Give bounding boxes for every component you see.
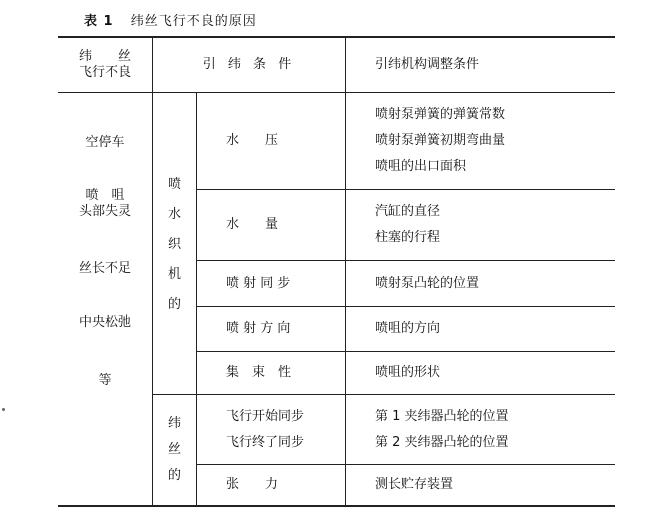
adjust-water-pressure — [375, 93, 613, 189]
fault-item: 中央松弛 — [78, 315, 131, 330]
header-fault-line: 飞行不良 — [78, 65, 131, 80]
condition-water-volume: 水 量 — [226, 217, 279, 232]
adjust-line: 汽缸的直径 — [375, 204, 441, 219]
group-char: 机 — [167, 267, 181, 282]
condition-tension: 张 力 — [226, 477, 279, 492]
adjust-line: 喷咀的出口面积 — [375, 159, 467, 174]
group-water-jet-label — [153, 140, 196, 350]
fault-item: 丝长不足 — [78, 261, 131, 276]
adjust-spray-direction: 喷咀的方向 — [375, 321, 441, 336]
group-char: 喷 — [167, 177, 181, 192]
adjust-flight-sync — [375, 395, 613, 464]
fault-item: 空停车 — [85, 135, 125, 150]
header-adjust-cell: 引纬机构调整条件 — [375, 57, 480, 72]
adjust-line: 第 1 夹纬器凸轮的位置 — [375, 408, 509, 424]
adjust-line: 第 2 夹纬器凸轮的位置 — [375, 434, 509, 450]
group-weft-label — [153, 400, 196, 500]
adjust-bundling: 喷咀的形状 — [375, 365, 441, 380]
fault-item: 等 — [98, 373, 112, 388]
adjust-line: 柱塞的行程 — [375, 230, 441, 245]
group-char: 的 — [167, 297, 181, 312]
condition-spray-direction: 喷 射 方 向 — [226, 321, 291, 336]
header-conditions-cell: 引 纬 条 件 — [202, 57, 296, 72]
group-char: 丝 — [167, 442, 181, 457]
header-fault-cell — [58, 40, 152, 90]
condition-water-pressure: 水 压 — [226, 133, 279, 148]
fault-item-line: 喷 咀 — [85, 188, 125, 203]
group-char: 纬 — [167, 416, 181, 431]
adjust-spray-sync: 喷射泵凸轮的位置 — [375, 275, 480, 291]
fault-item-line: 头部失灵 — [78, 204, 131, 219]
header-fault-line: 纬 丝 — [78, 49, 131, 64]
group-column-rule — [196, 93, 197, 507]
table-title: 纬丝飞行不良的原因 — [130, 14, 257, 29]
group-char: 织 — [167, 237, 181, 252]
adjust-line: 喷射泵弹簧初期弯曲量 — [375, 133, 506, 148]
table-number: 表 1 — [84, 14, 114, 29]
condition-line: 飞行开始同步 — [226, 408, 305, 424]
table-top-rule — [58, 36, 615, 38]
condition-column-rule — [345, 36, 346, 507]
group-char: 水 — [167, 207, 181, 222]
table-bottom-rule — [58, 505, 615, 507]
condition-flight-sync — [226, 395, 344, 464]
condition-line: 飞行终了同步 — [226, 434, 305, 450]
condition-spray-sync: 喷 射 同 步 — [226, 275, 291, 291]
adjust-water-volume — [375, 190, 613, 260]
group-char: 的 — [167, 468, 181, 483]
scan-speck — [2, 408, 5, 411]
fault-item — [58, 187, 152, 221]
adjust-line: 喷射泵弹簧的弹簧常数 — [375, 107, 506, 122]
adjust-tension: 测长贮存装置 — [375, 477, 454, 492]
condition-bundling: 集 束 性 — [226, 365, 292, 380]
